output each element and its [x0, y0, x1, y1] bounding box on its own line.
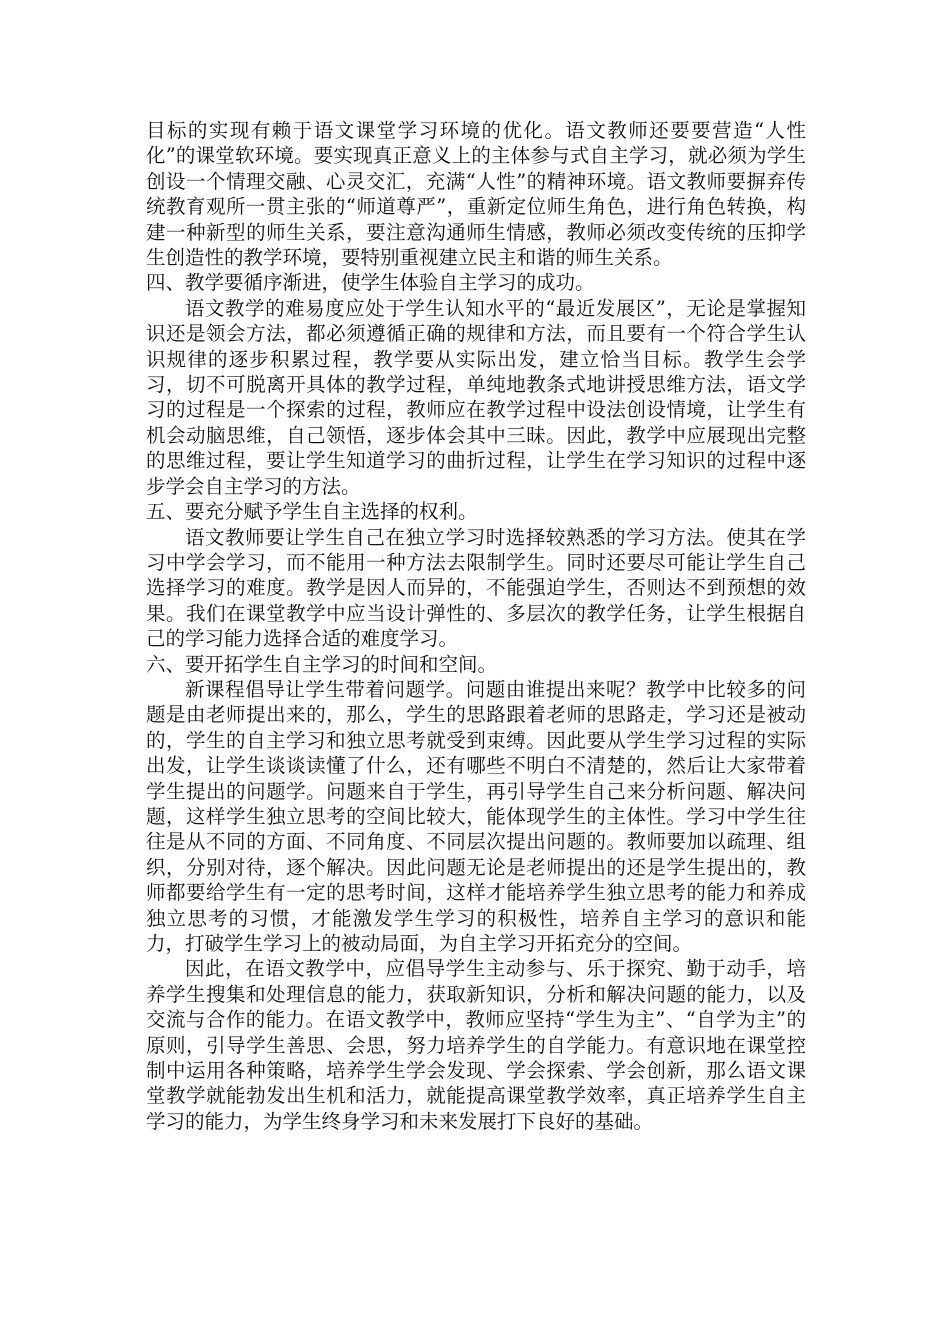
paragraph-conclusion: 因此，在语文教学中，应倡导学生主动参与、乐于探究、勤于动手，培养学生搜集和处理信息的能力，获取新知识，分析和解决问题的能力，以及交流与合作的能力。在语文教学中，教师应坚持“学生为主”、“自学为主”的原则，引导学生善思、会思，努力培养学生的自学能力。有意识地在课堂控制中运用各种策略，培养学生学会发现、学会探索、学会创新，那么语文课堂教学就能勃发出生机和活力，就能提高课堂教学效率，真正培养学生自主学习的能力，为学生终身学习和未来发展打下良好的基础。 [146, 957, 806, 1133]
paragraph: 语文教学的难易度应处于学生认知水平的“最近发展区”，无论是掌握知识还是领会方法，都必须遵循正确的规律和方法，而且要有一个符合学生认识规律的逐步积累过程，教学要从实际出发，建立恰当目标。教学生会学习，切不可脱离开具体的教学过程，单纯地教条式地讲授思维方法，语文学习的过程是一个探索的过程，教师应在教学过程中设法创设情境，让学生有机会动脑思维，自己领悟，逐步体会其中三昧。因此，教学中应展现出完整的思维过程，要让学生知道学习的曲折过程，让学生在学习知识的过程中逐步学会自主学习的方法。 [146, 296, 806, 498]
section-heading-5: 五、要充分赋予学生自主选择的权利。 [146, 500, 478, 524]
section-heading-4: 四、教学要循序渐进，使学生体验自主学习的成功。 [146, 271, 595, 295]
paragraph: 新课程倡导让学生带着问题学。问题由谁提出来呢？教学中比较多的问题是由老师提出来的，那么，学生的思路跟着老师的思路走，学习还是被动的，学生的自主学习和独立思考就受到束缚。因此要从学生学习过程的实际出发，让学生谈谈读懂了什么，还有哪些不明白不清楚的，然后让大家带着学生提出的问题学。问题来自于学生，再引导学生自己来分析问题、解决问题，这样学生独立思考的空间比较大，能体现学生的主体性。学习中学生往往是从不同的方面、不同角度、不同层次提出问题的。教师要加以疏理、组织，分别对待，逐个解决。因此问题无论是老师提出的还是学生提出的，教师都要给学生有一定的思考时间，这样才能培养学生独立思考的能力和养成独立思考的习惯，才能激发学生学习的积极性，培养自主学习的意识和能力，打破学生学习上的被动局面，为自主学习开拓充分的空间。 [146, 677, 806, 955]
paragraph: 语文教师要让学生自己在独立学习时选择较熟悉的学习方法。使其在学习中学会学习，而不能用一种方法去限制学生。同时还要尽可能让学生自己选择学习的难度。教学是因人而异的，不能强迫学生，否则达不到预想的效果。我们在课堂教学中应当设计弹性的、多层次的教学任务，让学生根据自己的学习能力选择合适的难度学习。 [146, 525, 806, 651]
document-body [146, 118, 806, 1134]
paragraph-continued: 目标的实现有赖于语文课堂学习环境的优化。语文教师还要要营造“人性化”的课堂软环境。要实现真正意义上的主体参与式自主学习，就必须为学生创设一个情理交融、心灵交汇，充满“人性”的精神环境。语文教师要摒弃传统教育观所一贯主张的“师道尊严”，重新定位师生角色，进行角色转换，构建一种新型的师生关系，要注意沟通师生情感，教师必须改变传统的压抑学生创造性的教学环境，要特别重视建立民主和谐的师生关系。 [146, 119, 806, 270]
section-heading-6: 六、要开拓学生自主学习的时间和空间。 [146, 652, 498, 676]
